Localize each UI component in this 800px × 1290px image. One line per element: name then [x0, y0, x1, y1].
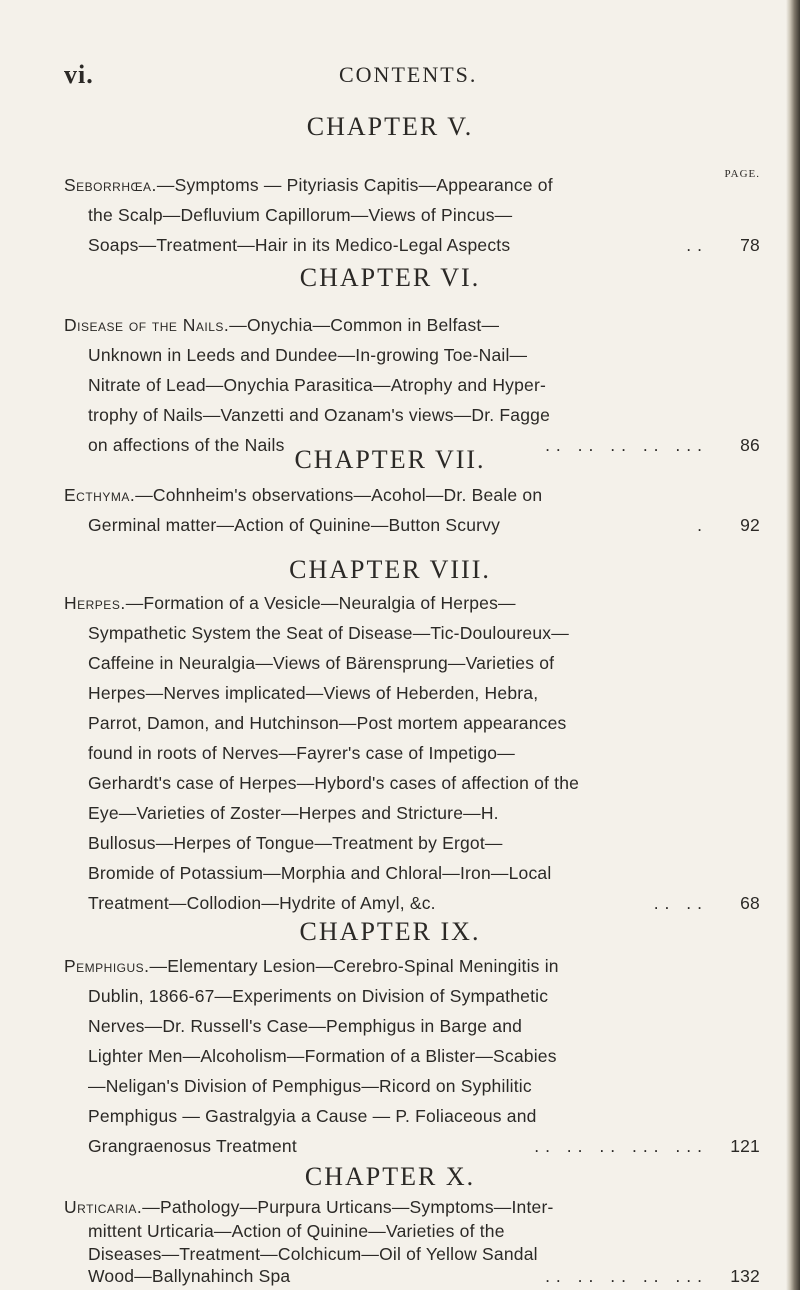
entry-line-last: Grangraenosus Treatment .. .. .. ... ... 121 [64, 1131, 760, 1161]
entry-line: Gerhardt's case of Herpes—Hybord's cases of affection of the [88, 773, 580, 793]
entry-line: Bullosus—Herpes of Tongue—Treatment by Ergot— [88, 833, 503, 853]
chapter-entry [64, 1195, 760, 1287]
chapter-title: CHAPTER VI. [299, 263, 481, 292]
entry-line: Dublin, 1866-67—Experiments on Division of Sympathetic [88, 986, 549, 1006]
chapter-entry [64, 588, 760, 918]
entry-line: Nerves—Dr. Russell's Case—Pemphigus in Barge and [88, 1016, 523, 1036]
chapter-entry [64, 951, 760, 1161]
entry-line: Urticaria.—Pathology—Purpura Urticans—Symptoms—Inter- [64, 1197, 554, 1217]
page-number: 78 [740, 235, 760, 255]
entry-line: Pemphigus — Gastralgyia a Cause — P. Foliaceous and [88, 1106, 537, 1126]
entry-line-last: Germinal matter—Action of Quinine—Button Scurvy . 92 [64, 510, 760, 540]
page-number: 132 [730, 1266, 760, 1286]
page-number: 121 [730, 1136, 760, 1156]
page-number: 86 [740, 435, 760, 455]
entry-line: Unknown in Leeds and Dundee—In-growing Toe-Nail— [88, 345, 528, 365]
entry-line: Caffeine in Neuralgia—Views of Bärensprung—Varieties of [88, 653, 555, 673]
entry-line: Seborrhœa.—Symptoms — Pityriasis Capitis—Appearance of [64, 175, 553, 195]
entry-line-last: Soaps—Treatment—Hair in its Medico-Legal Aspects .. 78 [64, 230, 760, 260]
page-number: 68 [740, 893, 760, 913]
entry-lead: Urticaria. [64, 1197, 143, 1217]
running-head [64, 60, 760, 100]
entry-line: Lighter Men—Alcoholism—Formation of a Blister—Scabies [88, 1046, 557, 1066]
running-title: CONTENTS. [339, 62, 478, 87]
page-column-label: PAGE. [724, 168, 760, 180]
leader-dots: .. [686, 235, 708, 255]
page-folio: vi. [64, 60, 94, 89]
entry-line: Parrot, Damon, and Hutchinson—Post mortem appearances [88, 713, 567, 733]
entry-line-last: Wood—Ballynahinch Spa .. .. .. .. ... 132 [88, 1266, 760, 1286]
page-edge-shadow [786, 0, 800, 1290]
entry-line: Eye—Varieties of Zoster—Herpes and Stricture—H. [88, 803, 499, 823]
page-number: 92 [740, 515, 760, 535]
entry-line: Pemphigus.—Elementary Lesion—Cerebro-Spinal Meningitis in [64, 956, 559, 976]
entry-line: Disease of the Nails.—Onychia—Common in Belfast— [64, 315, 500, 335]
entry-line: Bromide of Potassium—Morphia and Chloral—Iron—Local [88, 863, 552, 883]
chapter-title: CHAPTER VIII. [289, 555, 491, 584]
entry-line: the Scalp—Defluvium Capillorum—Views of Pincus— [88, 205, 513, 225]
chapter-title: CHAPTER VII. [294, 445, 486, 474]
chapter-entry [64, 170, 760, 260]
leader-dots: . [697, 515, 708, 535]
entry-line: found in roots of Nerves—Fayrer's case of Impetigo— [88, 743, 515, 763]
chapter-entry [64, 310, 760, 460]
leader-dots: .. .. [653, 893, 708, 913]
chapter-title: CHAPTER X. [304, 1162, 476, 1191]
entry-line: Herpes.—Formation of a Vesicle—Neuralgia of Herpes— [64, 593, 516, 613]
entry-lead: Pemphigus. [64, 956, 150, 976]
entry-line: Ecthyma.—Cohnheim's observations—Acohol—Dr. Beale on [64, 485, 543, 505]
entry-lead: Seborrhœa. [64, 175, 157, 195]
leader-dots: .. .. .. ... ... [534, 1136, 708, 1156]
entry-line-last: on affections of the Nails .. .. .. .. ... 86 [64, 430, 760, 460]
entry-lead: Disease of the Nails. [64, 315, 230, 335]
entry-line: —Neligan's Division of Pemphigus—Ricord on Syphilitic [88, 1076, 532, 1096]
entry-line: Herpes—Nerves implicated—Views of Heberden, Hebra, [88, 683, 539, 703]
chapter-entry [64, 480, 760, 540]
leader-dots: .. .. .. .. ... [545, 1266, 708, 1286]
entry-lead: Ecthyma. [64, 485, 136, 505]
entry-line-last: Treatment—Collodion—Hydrite of Amyl, &c. .. .. 68 [64, 888, 760, 918]
chapter-title: CHAPTER IX. [299, 917, 481, 946]
entry-line: Nitrate of Lead—Onychia Parasitica—Atrophy and Hyper- [88, 375, 547, 395]
leader-dots: .. .. .. .. ... [545, 435, 708, 455]
chapter-title: CHAPTER V. [306, 112, 474, 141]
entry-line: trophy of Nails—Vanzetti and Ozanam's views—Dr. Fagge [88, 405, 551, 425]
entry-line: Diseases—Treatment—Colchicum—Oil of Yellow Sandal [88, 1244, 538, 1264]
entry-lead: Herpes. [64, 593, 126, 613]
entry-line: Sympathetic System the Seat of Disease—Tic-Douloureux— [88, 623, 569, 643]
entry-line: mittent Urticaria—Action of Quinine—Varieties of the [88, 1221, 505, 1241]
